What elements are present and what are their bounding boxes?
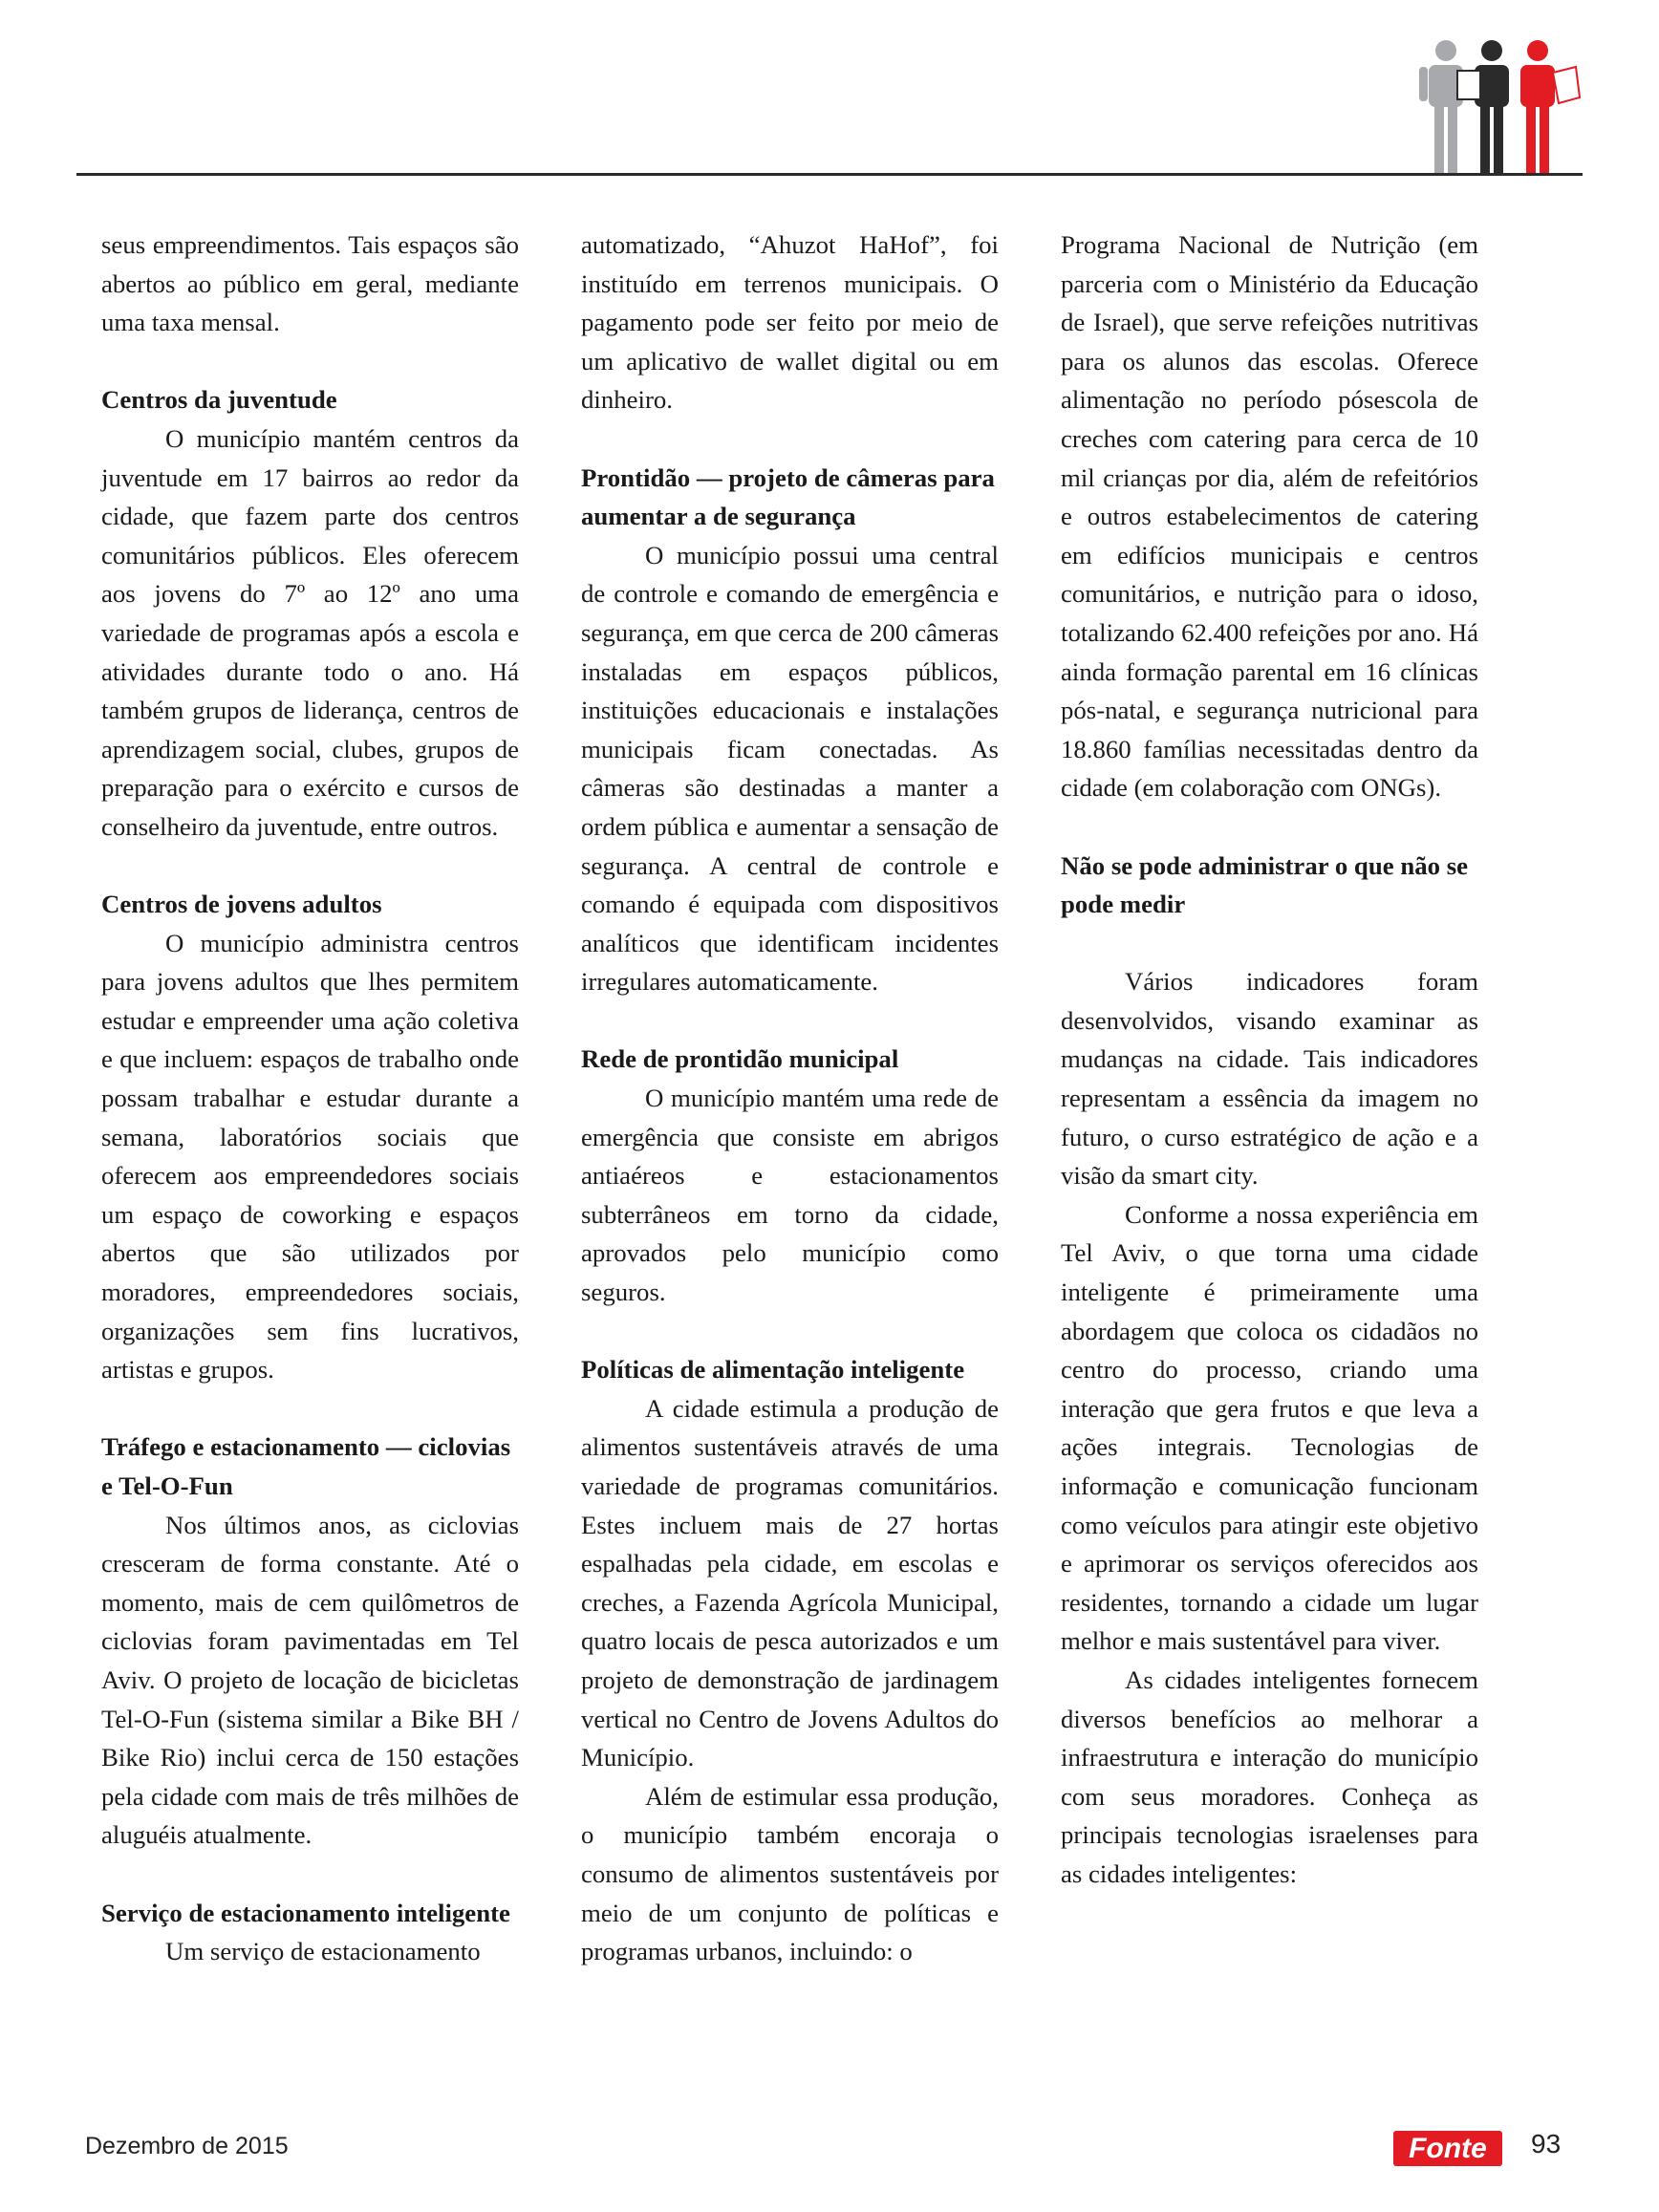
column-1 <box>101 225 519 1971</box>
three-people-icon <box>1419 38 1582 175</box>
footer-date: Dezembro de 2015 <box>85 2133 289 2159</box>
paragraph: Programa Nacional de Nutrição (em parceria com o Ministério da Educação de Israel), que serve refeições nutritivas para os alunos das escolas. Oferece alimentação no período pósescola de creches com catering para cerca de 10 mil crianças por dia, além de refeitórios e outros estabelecimentos de catering em edifícios municipais e centros comunitários, e nutrição para o idoso, totalizando 62.400 refeições por ano. Há ainda formação parental em 16 clínicas pós-natal, e segurança nutricional para 18.860 famílias necessitadas dentro da cidade (em colaboração com ONGs). <box>1061 230 1478 803</box>
paragraph: As cidades inteligentes fornecem diversos benefícios ao melhorar a infraestrutura e interação do município com seus moradores. Conheça as principais tecnologias israelenses para as cidades inteligentes: <box>1061 1664 1478 1888</box>
section-heading: Centros da juventude <box>101 385 337 415</box>
section-heading: Tráfego e estacionamento — ciclovias e Tel-O-Fun <box>101 1432 511 1500</box>
page-number: 93 <box>1531 2129 1562 2158</box>
column-2 <box>581 225 999 1971</box>
paragraph: Vários indicadores foram desenvolvidos, visando examinar as mudanças na cidade. Tais indicadores representam a essência da imagem no futuro, o curso estratégico de ação e a visão da smart city. <box>1061 967 1478 1191</box>
header-rule <box>76 173 1583 176</box>
column-3 <box>1061 225 1478 1894</box>
section-heading: Não se pode administrar o que não se pode medir <box>1061 850 1469 919</box>
paragraph: automatizado, “Ahuzot HaHof”, foi instituído em terrenos municipais. O pagamento pode ser feito por meio de um aplicativo de wallet digital ou em dinheiro. <box>581 230 999 415</box>
paragraph: Um serviço de estacionamento <box>165 1937 481 1966</box>
paragraph: Nos últimos anos, as ciclovias cresceram de forma constante. Até o momento, mais de cem quilômetros de ciclovias foram pavimentadas em Tel Aviv. O projeto de locação de bicicletas Tel-O-Fun (sistema similar a Bike BH / Bike Rio) inclui cerca de 150 estações pela cidade com mais de três milhões de aluguéis atualmente. <box>101 1510 519 1850</box>
section-heading: Centros de jovens adultos <box>101 890 382 919</box>
paragraph: O município possui uma central de controle e comando de emergência e segurança, em que cerca de 200 câmeras instaladas em espaços públicos, instituições educacionais e instalações municipais ficam conectadas. As câmeras são destinadas a manter a ordem pública e aumentar a sensação de segurança. A central de controle e comando é equipada com dispositivos analíticos que identificam incidentes irregulares automaticamente. <box>581 540 999 997</box>
paragraph: Além de estimular essa produção, o município também encoraja o consumo de alimentos sustentáveis por meio de um conjunto de políticas e programas urbanos, incluindo: o <box>581 1781 999 1966</box>
section-heading: Rede de prontidão municipal <box>581 1044 899 1074</box>
brand-label: Fonte <box>1409 2133 1487 2164</box>
paragraph: O município mantém uma rede de emergência que consiste em abrigos antiaéreos e estacionamentos subterrâneos em torno da cidade, aprovados pelo município como seguros. <box>581 1084 999 1307</box>
section-heading: Prontidão — projeto de câmeras para aumentar a de segurança <box>581 462 995 531</box>
brand-logo <box>1393 2131 1502 2166</box>
paragraph: seus empreendimentos. Tais espaços são abertos ao público em geral, mediante uma taxa mensal. <box>101 230 519 337</box>
paragraph: O município administra centros para jovens adultos que lhes permitem estudar e empreender uma ação coletiva e que incluem: espaços de trabalho onde possam trabalhar e estudar durante a semana, laboratórios sociais que oferecem aos empreendedores sociais um espaço de coworking e espaços abertos que são utilizados por moradores, empreendedores sociais, organizações sem fins lucrativos, artistas e grupos. <box>101 928 519 1385</box>
paragraph: O município mantém centros da juventude em 17 bairros ao redor da cidade, que fazem parte dos centros comunitários públicos. Eles oferecem aos jovens do 7º ao 12º ano uma variedade de programas após a escola e atividades durante todo o ano. Há também grupos de liderança, centros de aprendizagem social, clubes, grupos de preparação para o exército e cursos de conselheiro da juventude, entre outros. <box>101 423 519 841</box>
section-heading: Serviço de estacionamento inteligente <box>101 1898 510 1927</box>
section-heading: Políticas de alimentação inteligente <box>581 1355 965 1385</box>
paragraph: A cidade estimula a produção de alimentos sustentáveis através de uma variedade de programas comunitários. Estes incluem mais de 27 hortas espalhadas pela cidade, em escolas e creches, a Fazenda Agrícola Municipal, quatro locais de pesca autorizados e um projeto de demonstração de jardinagem vertical no Centro de Jovens Adultos do Município. <box>581 1393 999 1772</box>
paragraph: Conforme a nossa experiência em Tel Aviv, o que torna uma cidade inteligente é primeiramente uma abordagem que coloca os cidadãos no centro do processo, criando uma interação que gera frutos e que leva a ações integrais. Tecnologias de informação e comunicação funcionam como veículos para atingir este objetivo e aprimorar os serviços oferecidos aos residentes, tornando a cidade um lugar melhor e mais sustentável para viver. <box>1061 1199 1478 1656</box>
